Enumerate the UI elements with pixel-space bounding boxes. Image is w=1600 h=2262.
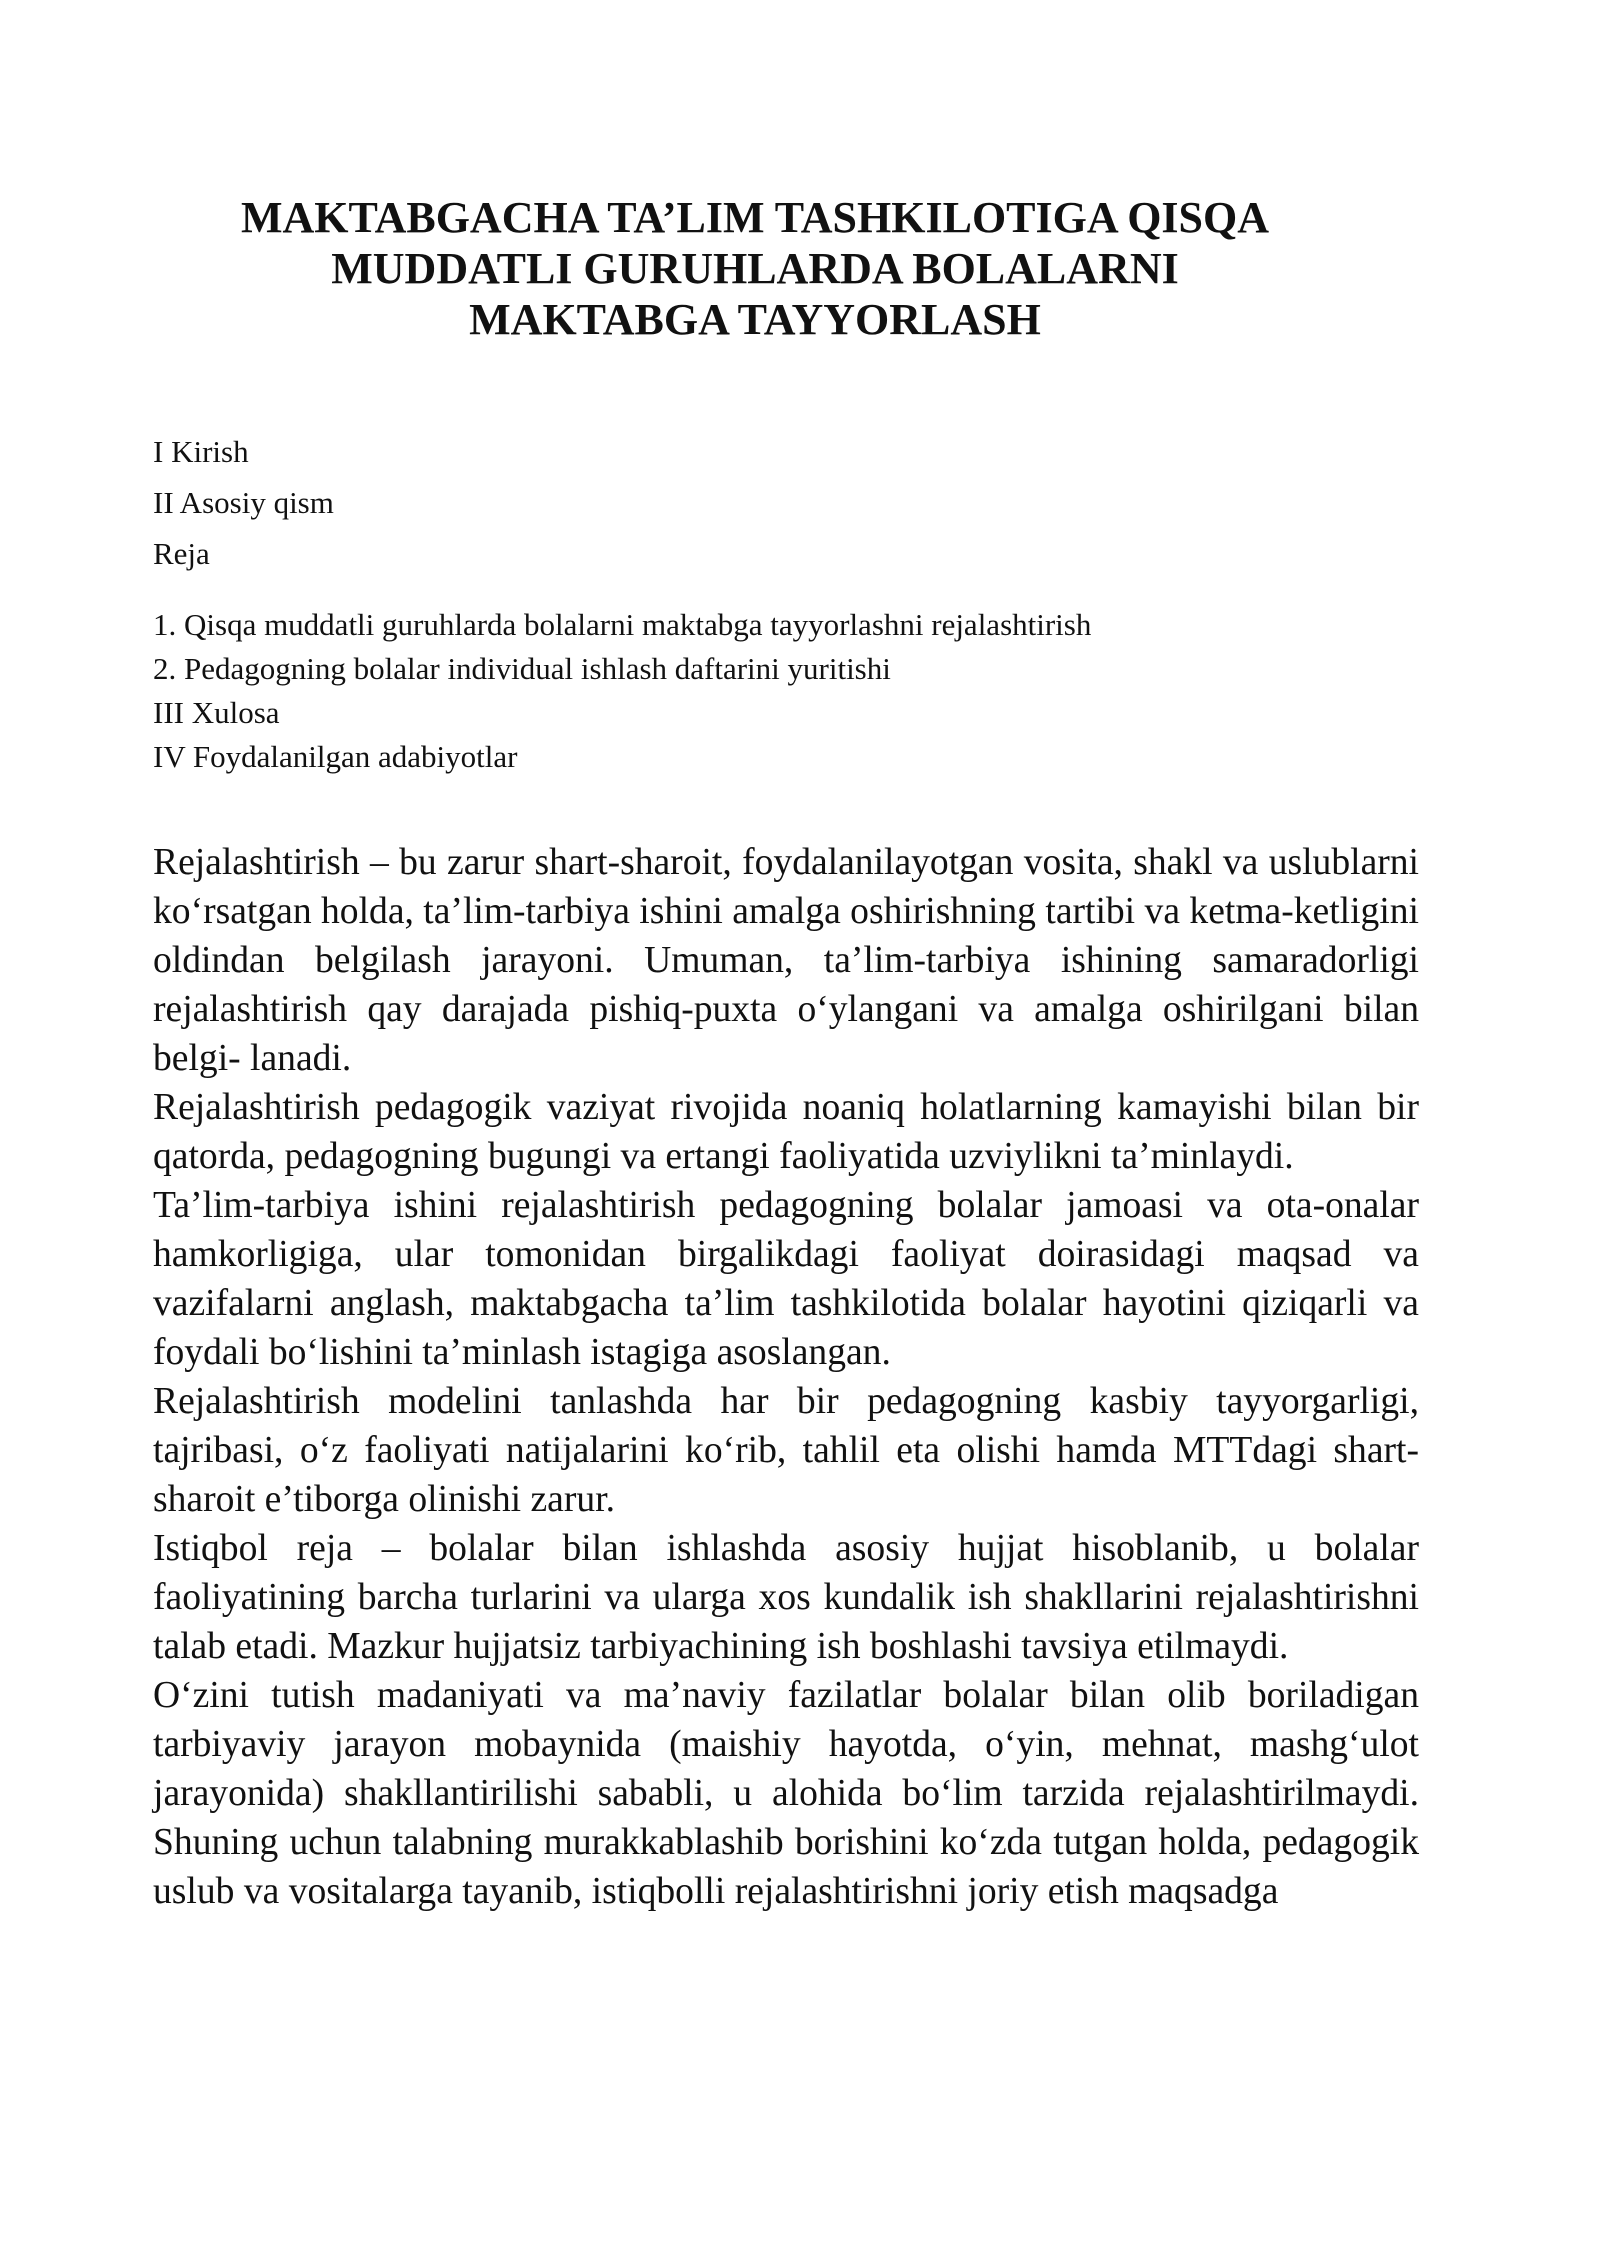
plan-item-1: 1. Qisqa muddatli guruhlarda bolalarni maktabga tayyorlashni rejalashtirish bbox=[153, 607, 1092, 642]
outline-spacer bbox=[153, 579, 1413, 603]
paragraph-behavior-culture: O‘zini tutish madaniyati va ma’naviy fazilatlar bolalar bilan olib boriladigan tarbiyaviy jarayon mobaynida (maishiy hayotda, o‘yin, mehnat, mashg‘ulot jarayonida) shakllantirilishi sababli, u alohida bo‘lim tarzida rejalashtirilmaydi. Shuning uchun talabning murakkablashib borishini ko‘zda tutgan holda, pedagogik uslub va vositalarga tayanib, istiqbolli rejalashtirishni joriy etish maqsadga bbox=[153, 1675, 1419, 1912]
document-title bbox=[160, 192, 1350, 345]
plan-item-2: 2. Pedagogning bolalar individual ishlash daftarini yuritishi bbox=[153, 651, 891, 686]
table-of-contents bbox=[153, 426, 1413, 779]
outline-item-intro: I Kirish bbox=[153, 434, 249, 469]
outline-item-references: IV Foydalanilgan adabiyotlar bbox=[153, 739, 518, 774]
title-line: MUDDATLI GURUHLARDA BOLALARNI bbox=[331, 244, 1179, 293]
paragraph-planning-continuity: Rejalashtirish pedagogik vaziyat rivojida noaniq holatlarning kamayishi bilan bir qatorda, pedagogning bugungi va ertangi faoliyatida uzviylikni ta’minlaydi. bbox=[153, 1087, 1419, 1177]
paragraph-long-term-plan: Istiqbol reja – bolalar bilan ishlashda asosiy hujjat hisoblanib, u bolalar faoliyatining barcha turlarini va ularga xos kundalik ish shakllarini rejalashtirishni talab etadi. Mazkur hujjatsiz tarbiyachining ish boshlashi tavsiya etilmaydi. bbox=[153, 1528, 1419, 1667]
outline-item-conclusion: III Xulosa bbox=[153, 695, 280, 730]
outline-item-plan-heading: Reja bbox=[153, 536, 210, 571]
body-text bbox=[153, 838, 1419, 1916]
paragraph-planning-basis: Ta’lim-tarbiya ishini rejalashtirish pedagogning bolalar jamoasi va ota-onalar hamkorligiga, ular tomonidan birgalikdagi faoliyat doirasidagi maqsad va vazifalarni anglash, maktabgacha ta’lim tashkilotida bolalar hayotini qiziqarli va foydali bo‘lishini ta’minlash istagiga asoslangan. bbox=[153, 1185, 1419, 1373]
title-line: MAKTABGACHA TA’LIM TASHKILOTIGA QISQA bbox=[240, 193, 1270, 242]
outline-item-main: II Asosiy qism bbox=[153, 485, 334, 520]
paragraph-planning-definition: Rejalashtirish – bu zarur shart-sharoit, foydalanilayotgan vosita, shakl va uslublarni ko‘rsatgan holda, ta’lim-tarbiya ishini amalga oshirishning tartibi va ketma-ketligini oldindan belgilash jarayoni. Umuman, ta’lim-tarbiya ishining samaradorligi rejalashtirish qay darajada pishiq-puxta o‘ylangani va amalga oshirilgani bilan belgi- lanadi. bbox=[153, 842, 1419, 1079]
paragraph-planning-model: Rejalashtirish modelini tanlashda har bir pedagogning kasbiy tayyorgarligi, tajribasi, o‘z faoliyati natijalarini ko‘rib, tahlil eta olishi hamda MTTdagi shart-sharoit e’tiborga olinishi zarur. bbox=[153, 1381, 1419, 1520]
title-line: MAKTABGA TAYYORLASH bbox=[469, 295, 1041, 344]
